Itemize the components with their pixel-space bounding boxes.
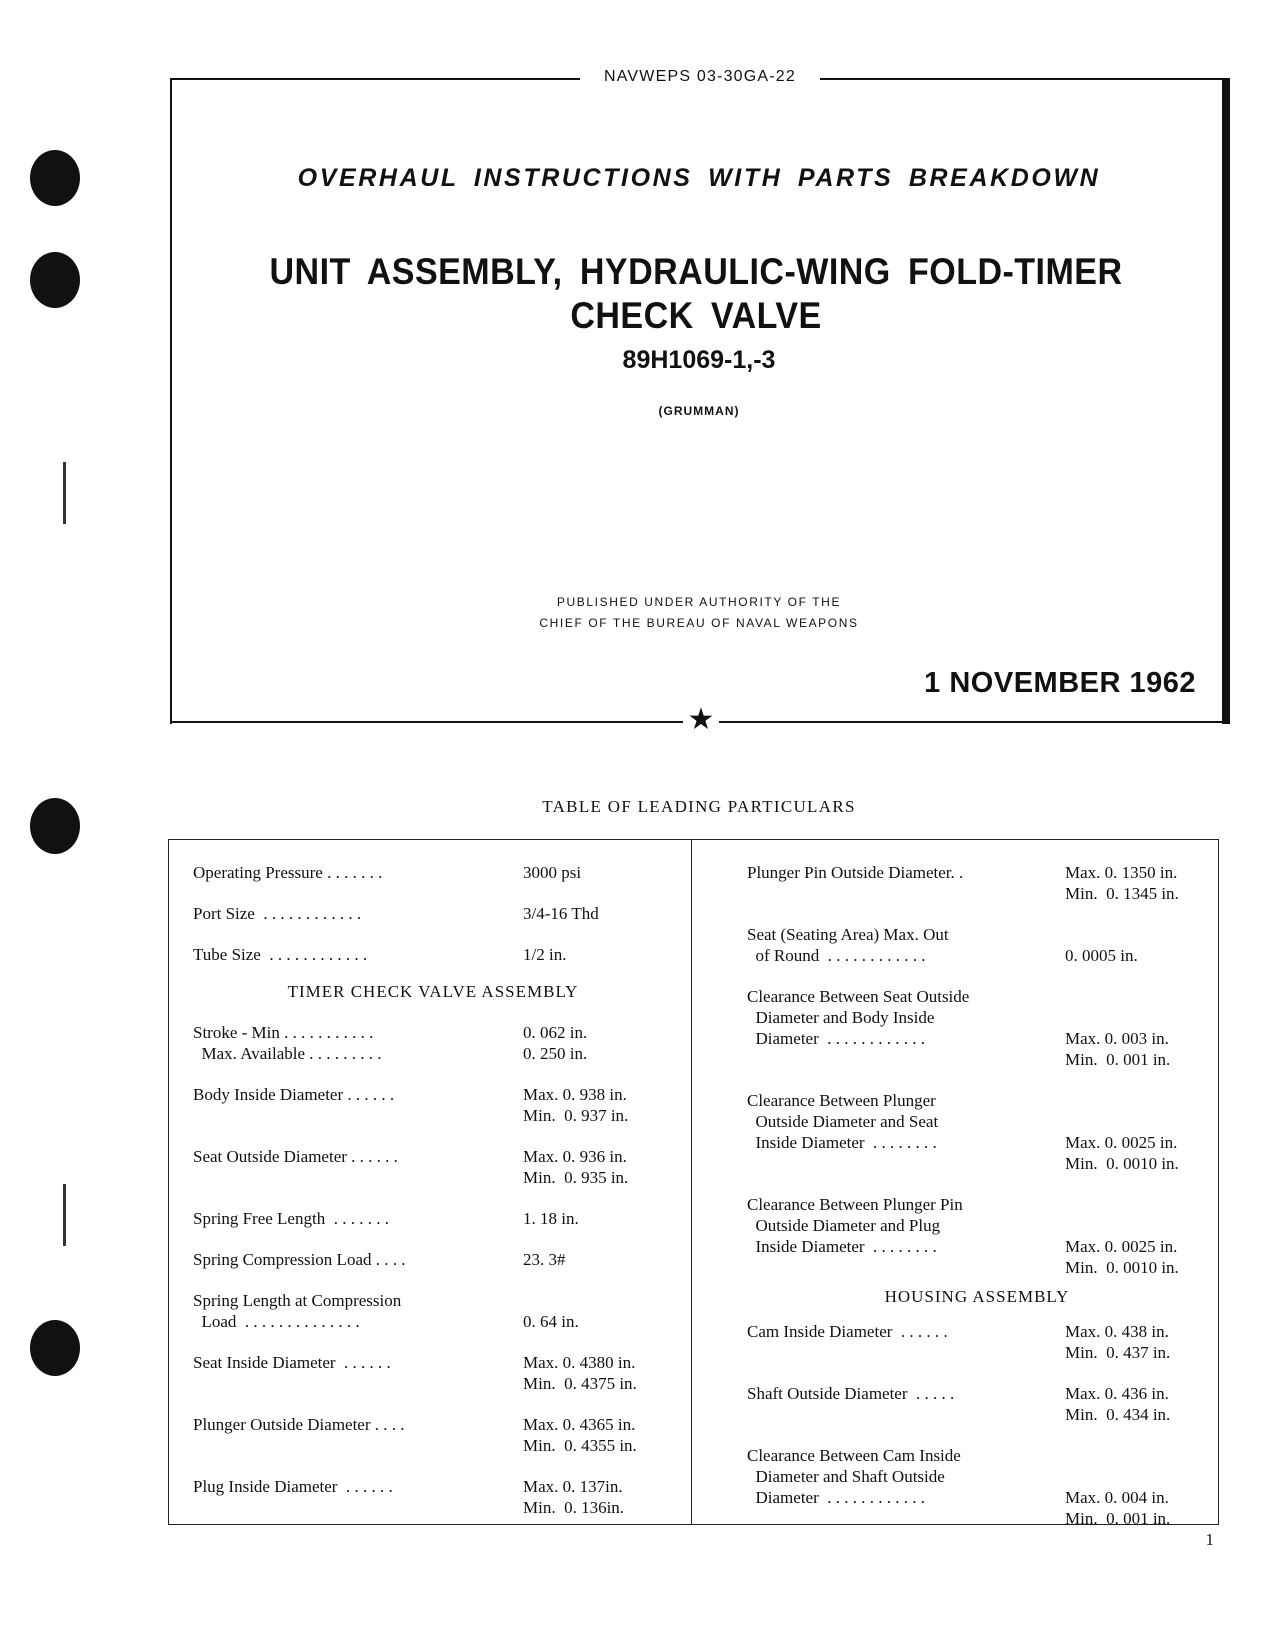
particular-row [747,862,1207,904]
particular-row [747,1194,1207,1278]
particular-label: Seat Outside Diameter . . . . . . [193,1147,398,1166]
particular-row [747,1090,1207,1174]
particular-value: 1/2 in. [523,945,567,964]
particular-row [193,862,673,883]
particular-label: Clearance Between Cam Inside Diameter and Shaft Outside Diameter . . . . . . . . . . . . [747,1446,961,1507]
section-heading: HOUSING ASSEMBLY [884,1287,1070,1306]
particular-row [747,1383,1207,1425]
particular-label: Plug Inside Diameter . . . . . . [193,1477,393,1496]
particular-row [193,903,673,924]
particular-row [747,1445,1207,1529]
section-heading: TIMER CHECK VALVE ASSEMBLY [287,982,579,1001]
particular-label: Operating Pressure . . . . . . . [193,863,383,882]
edge-mark [63,1184,66,1246]
particular-value: Max. 0. 003 in. Min. 0. 001 in. [1065,1029,1171,1069]
particular-row [747,986,1207,1070]
particular-value: 3/4-16 Thd [523,904,599,923]
particular-label: Body Inside Diameter . . . . . . [193,1085,395,1104]
particular-row [193,1084,673,1126]
particular-value: Max. 0. 938 in. Min. 0. 937 in. [523,1085,629,1125]
publication-date: 1 NOVEMBER 1962 [924,667,1196,699]
particular-row [193,1208,673,1229]
particulars-table [168,839,1219,1528]
particular-label: Clearance Between Plunger Pin Outside Diameter and Plug Inside Diameter . . . . . . . . [747,1195,963,1256]
particular-label: Seat Inside Diameter . . . . . . [193,1353,391,1372]
column-divider [691,840,692,1524]
particular-value: Max. 0. 0025 in. Min. 0. 0010 in. [1065,1133,1179,1173]
particular-label: Plunger Outside Diameter . . . . [193,1415,405,1434]
particular-row [193,1146,673,1188]
particular-value: Max. 0. 936 in. Min. 0. 935 in. [523,1147,629,1187]
particular-label: Plunger Pin Outside Diameter. . [747,863,964,882]
edge-mark [63,462,66,524]
particular-label: Tube Size . . . . . . . . . . . . [193,945,368,964]
particular-value: 1. 18 in. [523,1209,579,1228]
particular-row [193,1414,673,1456]
particular-label: Shaft Outside Diameter . . . . . [747,1384,955,1403]
particular-value: Max. 0. 438 in. Min. 0. 437 in. [1065,1322,1171,1362]
particular-value: 0. 062 in. 0. 250 in. [523,1023,588,1063]
punch-hole-3 [30,798,80,854]
particular-row [747,924,1207,966]
particular-row [193,1476,673,1518]
particular-value: Max. 0. 0025 in. Min. 0. 0010 in. [1065,1237,1179,1277]
particular-value: 3000 psi [523,863,582,882]
document-number: NAVWEPS 03-30GA-22 [580,64,820,90]
unit-title: UNIT ASSEMBLY, HYDRAULIC-WING FOLD-TIMER CHECK VALVE [269,251,1123,336]
particular-label: Clearance Between Seat Outside Diameter and Body Inside Diameter . . . . . . . . . . . . [747,987,970,1048]
particular-label: Cam Inside Diameter . . . . . . [747,1322,948,1341]
authority-line: PUBLISHED UNDER AUTHORITY OF THE [556,595,842,609]
particular-label: Port Size . . . . . . . . . . . . [193,904,362,923]
page-number: 1 [1205,1530,1214,1549]
authority-statement [170,592,1228,634]
particular-row [747,1321,1207,1363]
particular-value: 23. 3# [523,1250,566,1269]
particular-value: Max. 0. 1350 in. Min. 0. 1345 in. [1065,863,1179,903]
particular-row [193,1352,673,1394]
particular-label: Clearance Between Plunger Outside Diameter and Seat Inside Diameter . . . . . . . . [747,1091,939,1152]
punch-hole-4 [30,1320,80,1376]
particular-row [193,1022,673,1064]
punch-hole-2 [30,252,80,308]
manufacturer: (GRUMMAN) [658,404,740,418]
particular-row [193,944,673,965]
particular-value: Max. 0. 4365 in. Min. 0. 4355 in. [523,1415,637,1455]
particular-value: Max. 0. 004 in. Min. 0. 001 in. [1065,1488,1171,1528]
punch-hole-1 [30,150,80,206]
left-column [193,862,673,1538]
overhaul-title: OVERHAUL INSTRUCTIONS WITH PARTS BREAKDOWN [297,164,1101,192]
particular-label: Spring Length at Compression Load . . . . . . . . . . . . . . [193,1291,402,1331]
part-number: 89H1069-1,-3 [622,346,776,374]
table-heading: TABLE OF LEADING PARTICULARS [542,797,856,816]
authority-line: CHIEF OF THE BUREAU OF NAVAL WEAPONS [539,616,859,630]
star-icon: ★ [683,704,719,736]
particular-label: Spring Free Length . . . . . . . [193,1209,389,1228]
particular-value: Max. 0. 436 in. Min. 0. 434 in. [1065,1384,1171,1424]
particular-value: Max. 0. 137in. Min. 0. 136in. [523,1477,625,1517]
particular-value: 0. 0005 in. [1065,946,1138,965]
particular-label: Seat (Seating Area) Max. Out of Round . . . . . . . . . . . . [747,925,949,965]
particular-row [193,1249,673,1270]
particular-value: 0. 64 in. [523,1312,579,1331]
particular-value: Max. 0. 4380 in. Min. 0. 4375 in. [523,1353,637,1393]
particular-row [193,1290,673,1332]
particular-label: Stroke - Min . . . . . . . . . . . Max. Available . . . . . . . . . [193,1023,382,1063]
right-column [747,862,1207,1549]
particular-label: Spring Compression Load . . . . [193,1250,406,1269]
